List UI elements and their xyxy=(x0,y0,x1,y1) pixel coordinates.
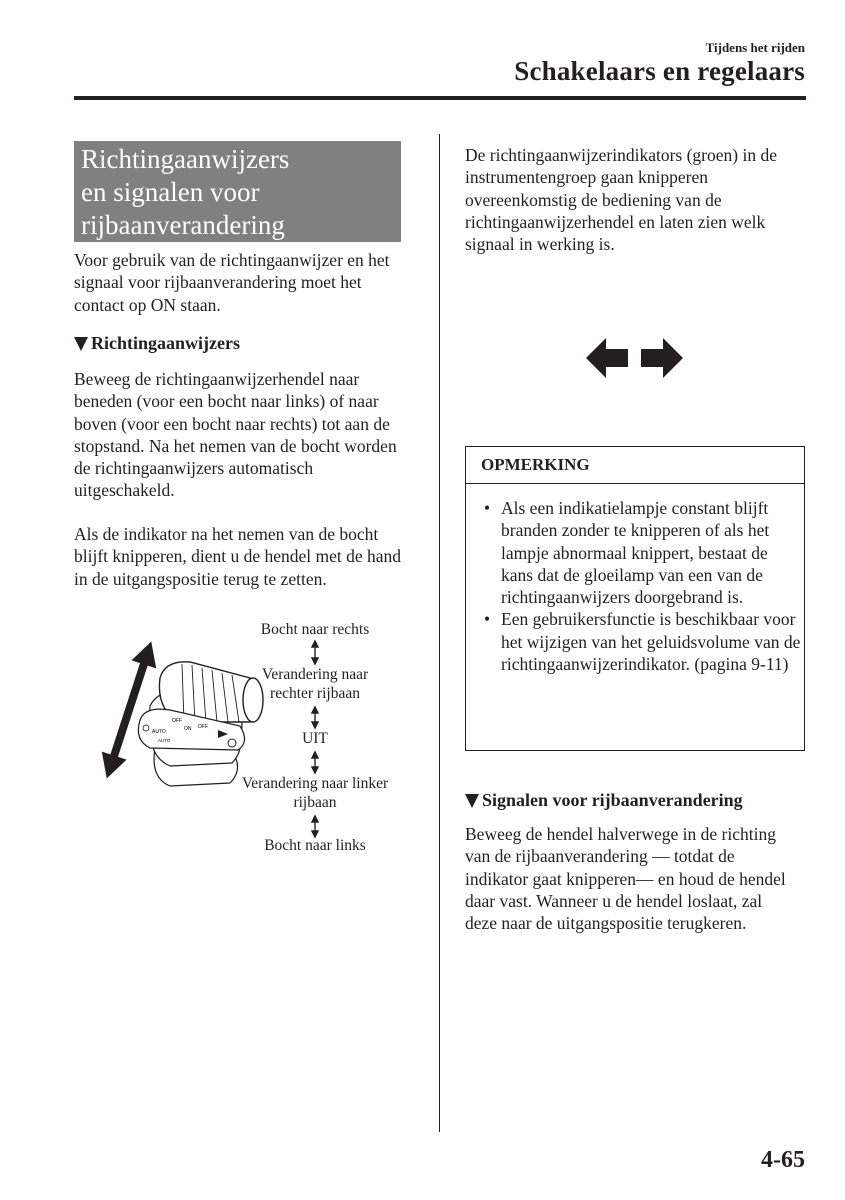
label-bocht-naar-rechts: Bocht naar rechts xyxy=(260,621,370,638)
indicator-paragraph: De richtingaanwijzerindikators (groen) in de instrumentengroep gaan knipperen overeenkomstig de bediening van de richtingaanwijzerhendel en laten zien welk signaal in werking is. xyxy=(465,145,777,255)
note-list xyxy=(481,497,801,675)
label-rechter-rijbaan: Verandering naar rechter rijbaan xyxy=(261,666,369,702)
up-down-arrow-icon xyxy=(312,641,318,664)
section-heading-line: en signalen voor xyxy=(81,177,260,207)
body-paragraph: Als de indikator na het nemen van de bocht blijft knipperen, dient u de hendel met de hand in de uitgangspositie terug te zetten. xyxy=(74,524,402,589)
subheading-label: Richtingaanwijzers xyxy=(91,333,240,353)
turn-indicator-symbols xyxy=(586,336,686,385)
note-item: • Als een indikatielampje constant blijft branden zonder te knipperen of als het lampje abnormaal knippert, bestaat de kans dat de gloeilamp van een van de richtingaanwijzers doorgebrand is. xyxy=(481,497,801,608)
subheading-label: Signalen voor rijbaanverandering xyxy=(482,790,743,810)
note-box xyxy=(465,446,805,751)
arrow-right-icon xyxy=(641,338,683,378)
label-linker-rijbaan: Verandering naar linker rijbaan xyxy=(241,775,389,811)
arrow-left-icon xyxy=(586,338,628,378)
switch-marking: ON xyxy=(184,726,192,732)
intro-paragraph: Voor gebruik van de richtingaanwijzer en het signaal voor rijbaanverandering moet het contact op ON staan. xyxy=(74,250,390,315)
label-bocht-naar-links: Bocht naar links xyxy=(264,837,366,854)
subheading-richtingaanwijzers xyxy=(74,333,240,354)
switch-marking: OFF xyxy=(198,724,208,730)
switch-marking: AUTO xyxy=(158,738,171,743)
subheading-signalen xyxy=(465,790,743,811)
note-title: OPMERKING xyxy=(466,447,804,484)
switch-marking: AUTO xyxy=(152,729,166,735)
header-rule xyxy=(74,96,806,100)
triangle-marker-icon xyxy=(74,337,88,351)
label-uit: UIT xyxy=(302,730,328,747)
body-paragraph: Beweeg de richtingaanwijzerhendel naar beneden (voor een bocht naar links) of naar boven (voor een bocht naar rechts) tot aan de stopstand. Na het nemen van de bocht worden de richtingaanwijzers automatisch uitgeschakeld. xyxy=(74,369,397,501)
up-down-arrow-icon xyxy=(312,752,318,773)
up-down-arrow-icon xyxy=(312,707,318,728)
triangle-marker-icon xyxy=(465,794,479,808)
running-header-section: Tijdens het rijden xyxy=(705,40,805,55)
column-divider xyxy=(439,134,440,1132)
switch-marking: OFF xyxy=(172,718,182,724)
lane-change-paragraph: Beweeg de hendel halverwege in de richting van de rijbaanverandering — totdat de indikator gaat knipperen— en houd de hendel daar vast. Wanneer u de hendel loslaat, zal deze naar de uitgangspositie terugkeren. xyxy=(465,824,786,934)
section-heading-line: Richtingaanwijzers xyxy=(81,144,290,174)
note-item: • Een gebruikersfunctie is beschikbaar voor het wijzigen van het geluidsvolume van de richtingaanwijzerindikator. (pagina 9-11) xyxy=(481,608,801,675)
turn-signal-lever-figure xyxy=(100,618,400,858)
section-heading xyxy=(74,141,401,242)
page-number: 4-65 xyxy=(761,1147,805,1173)
running-header-title: Schakelaars en regelaars xyxy=(514,56,805,86)
up-down-arrow-icon xyxy=(312,816,318,837)
section-heading-line: rijbaanverandering xyxy=(81,210,285,240)
